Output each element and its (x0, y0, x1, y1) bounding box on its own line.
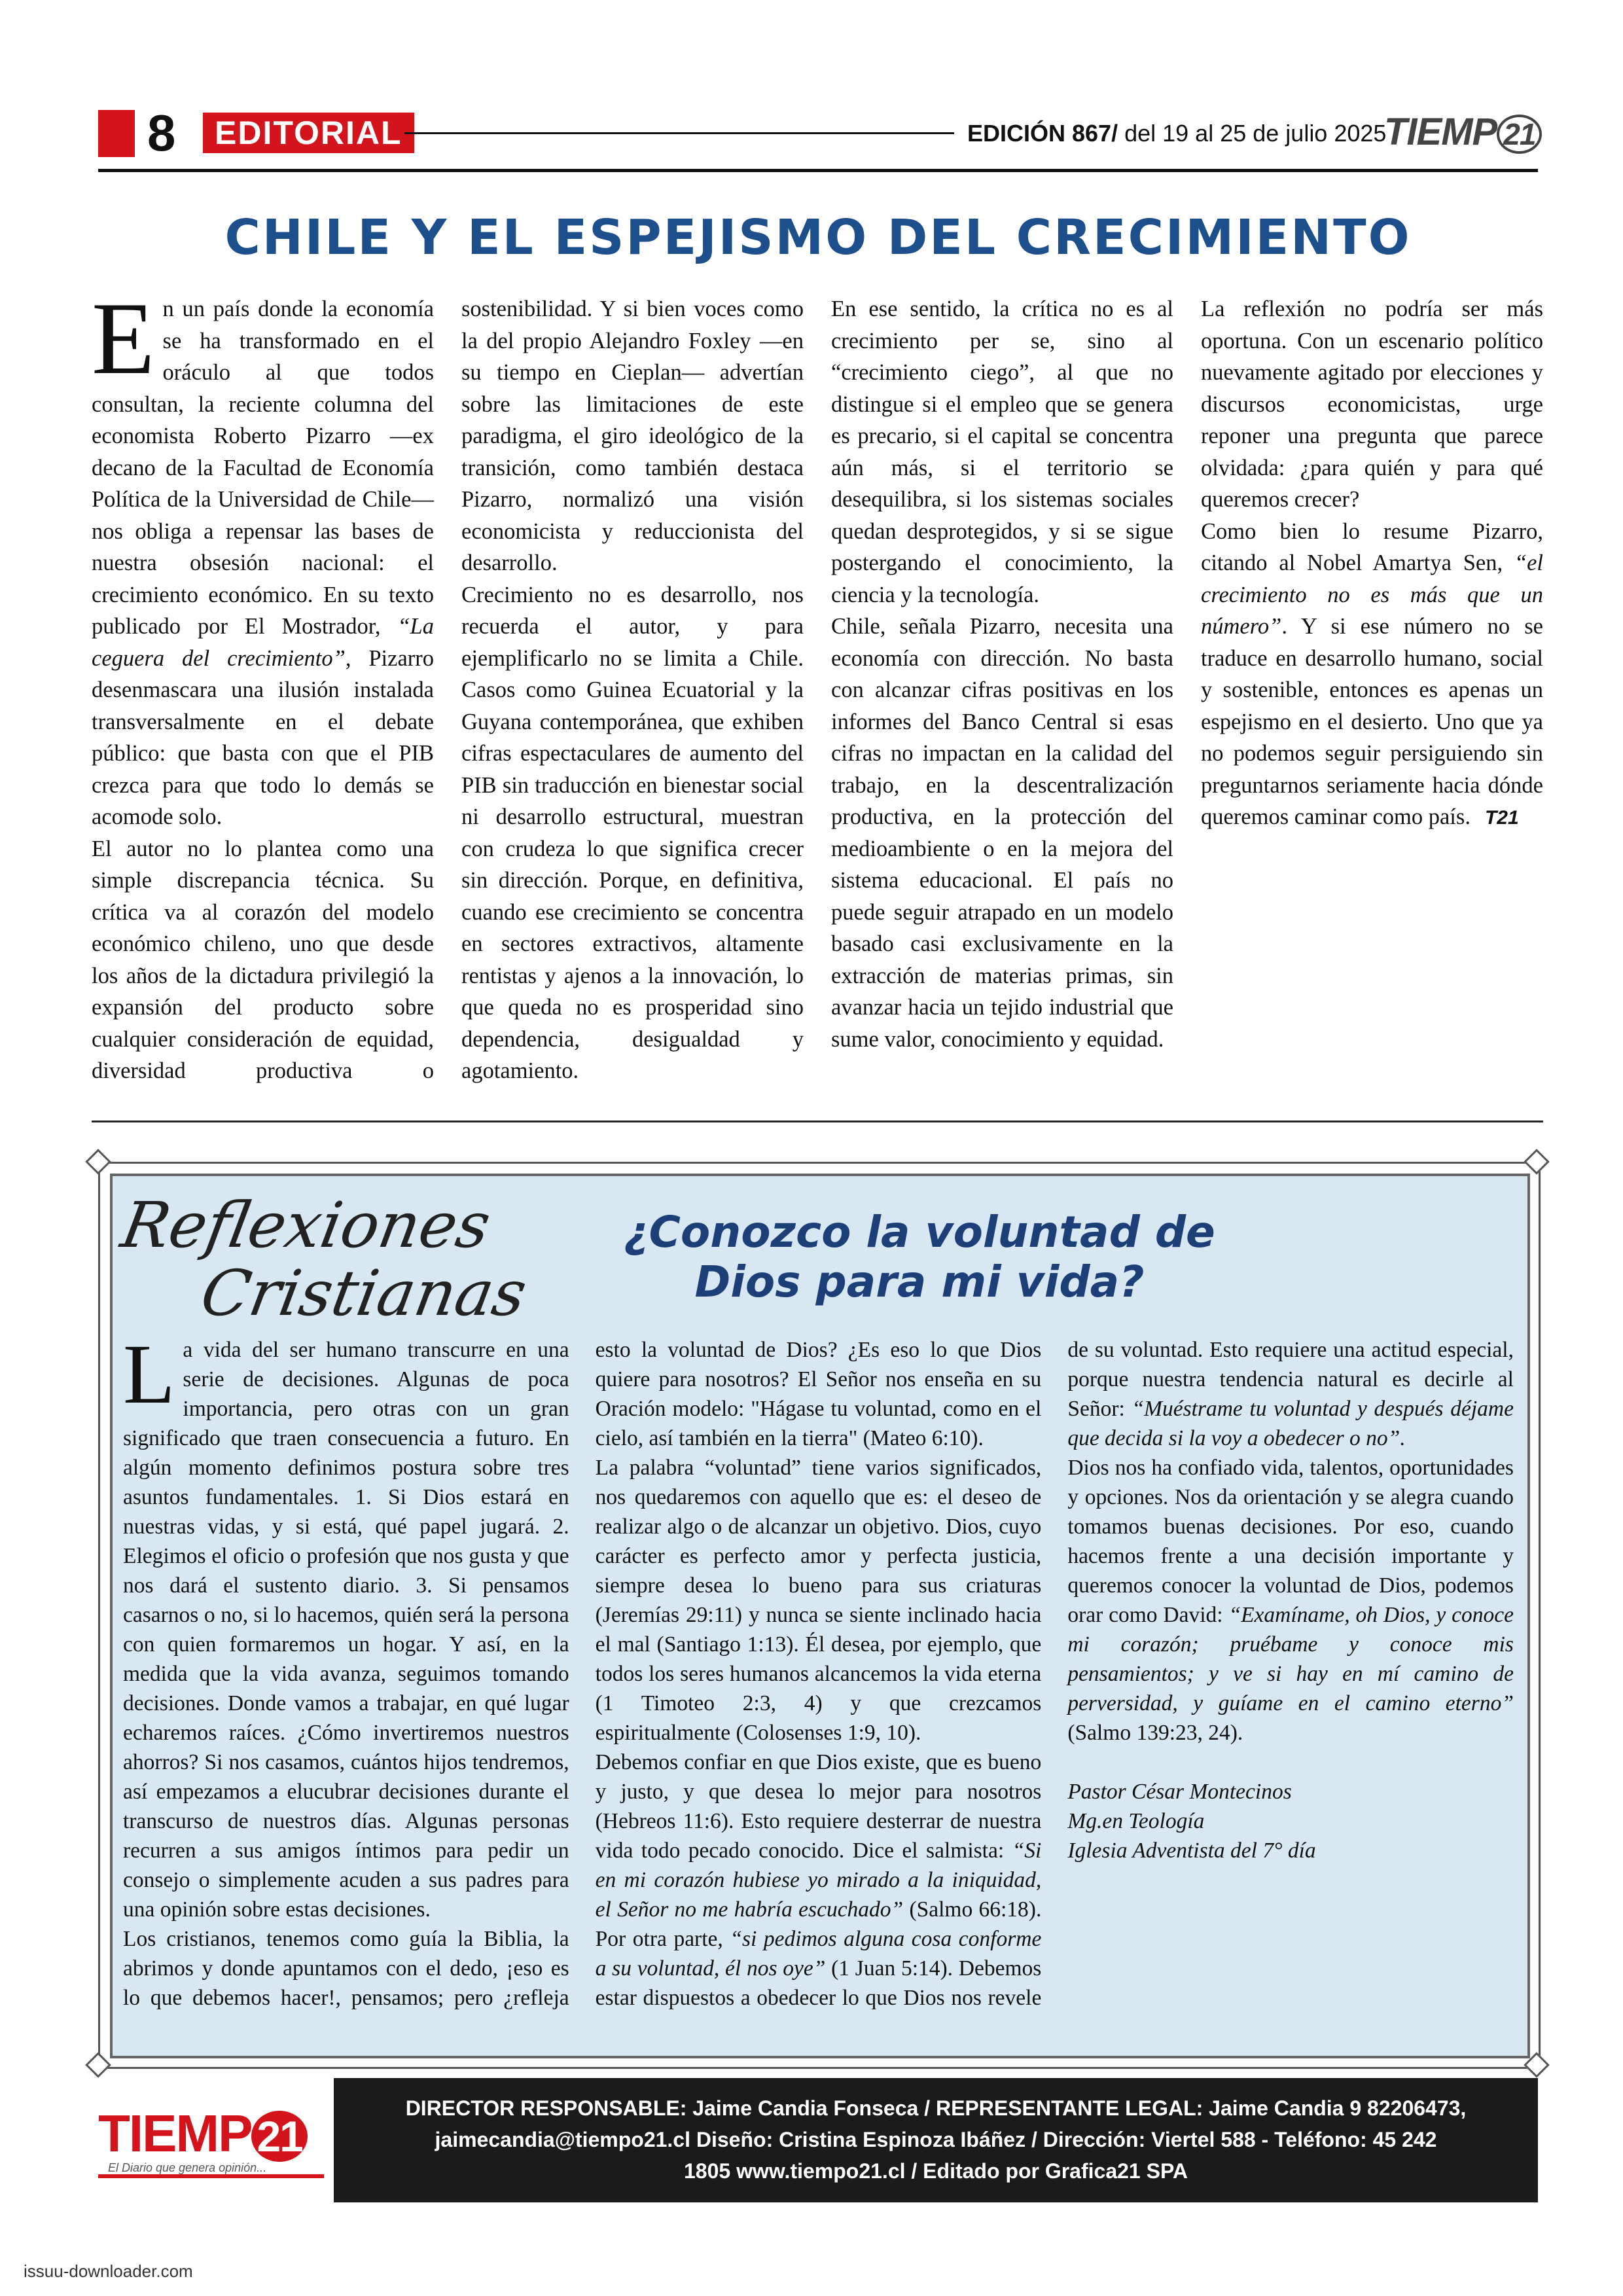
text-run: , Pizarro desenmascara una ilusión instalada transversalmente en el debate público: que basta con que el PIB crezca para que todo lo demás se acomode solo. (92, 645, 434, 829)
quote: “Examíname, oh Dios, y conoce mi corazón; pruébame y conoce mis pensamientos; y ve si hay en mí camino de perversidad, y guíame en el camino eterno” (1067, 1603, 1514, 1715)
signature-degree: Mg.en Teología (1067, 1809, 1205, 1833)
column-logo-script (105, 1189, 544, 1330)
edition-number: EDICIÓN 867/ (967, 120, 1118, 147)
footer-slogan: El Diario que genera opinión... (108, 2161, 267, 2174)
quoted-title: “La ceguera del crecimiento” (92, 614, 434, 671)
credits-box (334, 2078, 1538, 2202)
credits-line: 1805 www.tiempo21.cl / Editado por Grafica21 SPA (683, 2159, 1188, 2183)
edition-info (967, 115, 1386, 152)
script-line: Reflexiones (116, 1189, 496, 1262)
signature-church: Iglesia Adventista del 7° día (1067, 1839, 1316, 1863)
editorial-paragraph: El autor no lo plantea como una simple discrepancia técnica. Su crítica va al corazón del modelo económico chileno, uno que desde los años de la dictadura privilegió la expansión del producto sobre cualquier consideración de equidad, diversidad productiva o sostenibilidad. Y si bien voces como la del propio Alejandro Foxley —en su tiempo en Cieplan— advertían sobre las limitaciones de este paradigma, el giro ideológico de la transición, como también destaca Pizarro, normalizó una visión economicista y reduccionista del desarrollo. (92, 296, 804, 1083)
text-run: (Salmo 66:18). Por otra parte, (595, 1897, 1042, 1951)
footer-logo-number: 21 (251, 2111, 307, 2162)
text-run: Como bien lo resume Pizarro, citando al Nobel Amartya Sen, (1201, 518, 1543, 575)
section-tag: EDITORIAL (203, 113, 414, 153)
reflexiones-body (123, 1327, 1514, 2029)
editorial-paragraph: Crecimiento no es desarrollo, nos recuerda el autor, y para ejemplificarlo no se limita a Chile. Casos como Guinea Ecuatorial y la Guyana contemporánea, que exhiben cifras espectaculares de aumento del PIB sin traducción en bienestar social ni desarrollo estructural, muestran con crudeza lo que significa crecer sin dirección. Porque, en definitiva, cuando ese crecimiento se concentra en sectores extractivos, altamente rentistas y ajenos a la innovación, lo que queda no es prosperidad sino dependencia, desigualdad y agotamiento. (461, 582, 804, 1083)
quote: “Muéstrame tu voluntad y después déjame que decida si la voy a obedecer o no”. (1067, 1397, 1514, 1450)
title-line: ¿Conozco la voluntad de (624, 1207, 1215, 1257)
masthead-logo-text: TIEMP (1384, 111, 1497, 153)
reflexiones-paragraph (123, 1327, 569, 1924)
script-line: Cristianas (195, 1257, 532, 1330)
top-rule (98, 169, 1538, 172)
quote: “si pedimos alguna cosa conforme a su voluntad, él nos oye” (595, 1927, 1042, 1981)
page-number: 8 (147, 104, 176, 162)
text-run: (1 Juan 5:14). Debemos estar dispuestos a obedecer lo que Dios nos revele de su voluntad. Esto requiere una actitud especial, porque nuestra tendencia natural es decirle al Señor: (595, 1338, 1514, 2010)
credits-line: jaimecandia@tiempo21.cl Diseño: Cristina Espinoza Ibáñez / Dirección: Viertel 588 - Teléfono: 45 242 (435, 2128, 1437, 2151)
editorial-paragraph (1201, 516, 1543, 834)
editorial-paragraph: Chile, señala Pizarro, necesita una economía con dirección. No basta con alcanzar cifras positivas en los informes del Banco Central si esas cifras no impactan en la calidad del trabajo, en la descentralización productiva, en la protección del medioambiente o en la mejora del sistema educacional. El país no puede seguir atrapado en un modelo basado casi exclusivamente en la extracción de materias primas, sin avanzar hacia un tejido industrial que sume valor, conocimiento y equidad. (831, 614, 1173, 1052)
credits-line: DIRECTOR RESPONSABLE: Jaime Candia Fonseca / REPRESENTANTE LEGAL: Jaime Candia 9 82206473, (405, 2096, 1467, 2120)
signature-name: Pastor César Montecinos (1067, 1780, 1292, 1804)
masthead-logo (1384, 109, 1542, 156)
signature (1067, 1777, 1514, 1865)
title-line: Dios para mi vida? (694, 1257, 1145, 1307)
section-divider (92, 1121, 1543, 1122)
editorial-paragraph (92, 281, 434, 833)
drop-cap: E (92, 281, 155, 396)
reflexiones-paragraph (1067, 1453, 1514, 1748)
editorial-body (92, 281, 1543, 1098)
text-run: Debemos confiar en que Dios existe, que es bueno y justo, y que desea lo mejor para nosotros (Hebreos 11:6). Esto requiere desterrar de nuestra vida todo pecado conocido. Dice el salmista: (595, 1750, 1042, 1863)
text-run: (Salmo 139:23, 24). (1067, 1721, 1243, 1745)
drop-cap: L (123, 1327, 175, 1422)
text-run: Dios nos ha confiado vida, talentos, oportunidades y opciones. Nos da orientación y se alegra cuando tomamos buenas decisiones. Por eso, cuando hacemos frente a una decisión importante y queremos conocer la voluntad de Dios, podemos orar como David: (1067, 1456, 1514, 1627)
text-run: . Y si ese número no se traduce en desarrollo humano, social y sostenible, entonces es apenas un espejismo en el desierto. Uno que ya no podemos seguir persiguiendo sin preguntarnos seriamente hacia dónde queremos caminar como país. (1201, 614, 1543, 829)
edition-date: del 19 al 25 de julio 2025 (1118, 120, 1387, 147)
editorial-paragraph: En ese sentido, la crítica no es al crecimiento per se, sino al “crecimiento ciego”, al que no distingue si el empleo que se genera es precario, si el capital se concentra aún más, si el territorio se desequilibra, si los sistemas sociales quedan desprotegidos, y si se sigue postergando el conocimiento, la ciencia y la tecnología. (831, 296, 1173, 607)
quote: “el crecimiento no es más que un número” (1201, 550, 1543, 639)
editorial-paragraph: La reflexión no podría ser más oportuna. Con un escenario político nuevamente agitado por elecciones y discursos economicistas, urge reponer una pregunta que parece olvidada: ¿para quién y para qué queremos crecer? (1201, 296, 1543, 512)
header-rule (404, 132, 954, 134)
end-mark-logo: T21 (1484, 807, 1519, 829)
header-red-square (98, 110, 135, 157)
quote: “Si en mi corazón hubiese yo mirado a la iniquidad, el Señor no me habría escuchado” (595, 1839, 1042, 1922)
text-run: a vida del ser humano transcurre en una serie de decisiones. Algunas de poca importancia, pero otras con un gran significado que traen consecuencia a futuro. En algún momento definimos postura sobre tres asuntos fundamentales. 1. Si Dios estará en nuestras vidas, y si está, qué papel jugará. 2. Elegimos el oficio o profesión que nos gusta y que nos dará el sustento diario. 3. Si pensamos casarnos o no, si lo hacemos, quién será la persona con quien formaremos un hogar. Y así, en la medida que la vida avanza, seguimos tomando decisiones. Donde vamos a trabajar, en qué lugar echaremos raíces. ¿Cómo invertiremos nuestros ahorros? Si nos casamos, cuántos hijos tendremos, así empezamos a elucubrar decisiones durante el transcurso de nuestros días. Algunas personas recurren a sus amigos íntimos para pedir un consejo o simplemente acuden a sus padres para una opinión sobre estas decisiones. (123, 1338, 569, 1922)
reflexiones-paragraph: Los cristianos, tenemos como guía la Biblia, la abrimos y donde apuntamos con el dedo, ¡eso es lo que debemos hacer!, pensamos; pero ¿refleja esto la voluntad de Dios? ¿Es eso lo que Dios quiere para nosotros? El Señor nos enseña en su Oración modelo: "Hágase tu voluntad, como en el cielo, así también en la tierra" (Mateo 6:10). (123, 1338, 1042, 2010)
reflexiones-title (537, 1208, 1302, 1307)
masthead-logo-number: 21 (1497, 115, 1542, 154)
reflexiones-paragraph: La palabra “voluntad” tiene varios significados, nos quedaremos con aquello que es: el deseo de realizar algo o de alcanzar un objetivo. Dios, cuyo carácter es perfecto amor y perfecta justicia, siempre desea lo bueno para sus criaturas (Jeremías 29:11) y nunca se siente inclinado hacia el mal (Santiago 1:13). Él desea, por ejemplo, que todos los seres humanos alcancemos la vida eterna (1 Timoteo 2:3, 4) y que crezcamos espiritualmente (Colosenses 1:9, 10). (595, 1456, 1042, 1745)
watermark: issuu-downloader.com (24, 2261, 193, 2281)
footer-logo (98, 2104, 308, 2163)
editorial-title: CHILE Y EL ESPEJISMO DEL CRECIMIENTO (224, 209, 1412, 266)
text-run: n un país donde la economía se ha transformado en el oráculo al que todos consultan, la reciente columna del economista Roberto Pizarro —ex decano de la Facultad de Economía Política de la Universidad de Chile— nos obliga a repensar las bases de nuestra obsesión nacional: el crecimiento económico. En su texto publicado por El Mostrador, (92, 296, 434, 639)
footer-logo-text: TIEMP (98, 2104, 252, 2162)
